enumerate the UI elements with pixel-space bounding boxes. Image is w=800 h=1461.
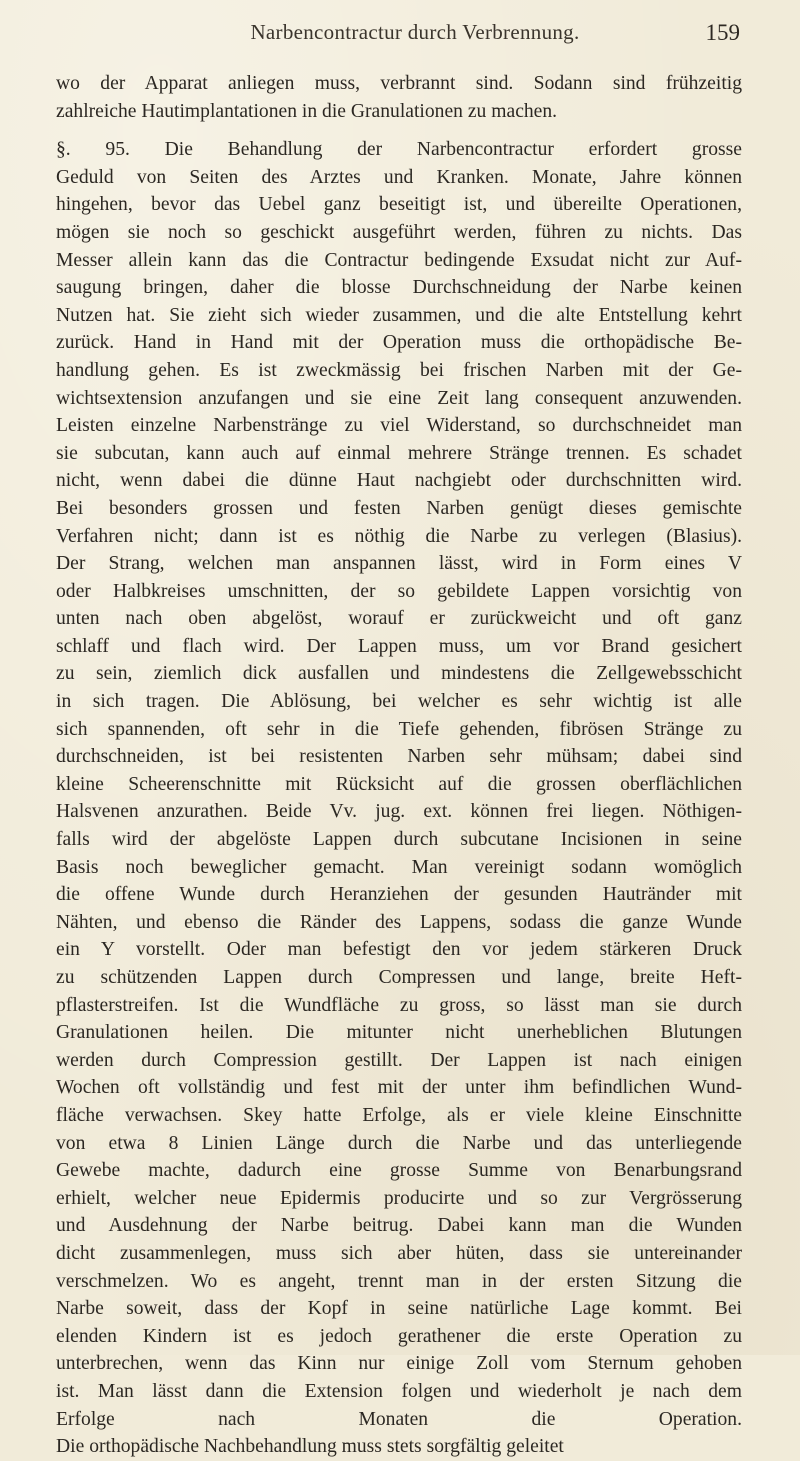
text-line: ein Y vorstellt. Oder man befestigt den vor jedem stärkeren Druck (56, 939, 742, 961)
text-line: durchschneiden, ist bei resistenten Narben sehr mühsam; dabei sind (56, 746, 742, 768)
text-line: von etwa 8 Linien Länge durch die Narbe und das unterliegende (56, 1132, 742, 1154)
body-text (56, 70, 742, 1461)
text-line: hingehen, bevor das Uebel ganz beseitigt ist, und übereilte Operationen, (56, 194, 742, 216)
text-line: zu sein, ziemlich dick ausfallen und mindestens die Zellgewebsschicht (56, 663, 742, 685)
text-line: Verfahren nicht; dann ist es nöthig die Narbe zu verlegen (Blasius). (56, 525, 742, 547)
text-line: Nutzen hat. Sie zieht sich wieder zusammen, und die alte Entstellung kehrt (56, 304, 742, 326)
text-line: elenden Kindern ist es jedoch gerathener die erste Operation zu (56, 1325, 742, 1347)
text-line: sich spannenden, oft sehr in die Tiefe gehenden, fibrösen Stränge zu (56, 718, 742, 740)
text-line: unten nach oben abgelöst, worauf er zurückweicht und oft ganz (56, 608, 742, 630)
text-line: Messer allein kann das die Contractur bedingende Exsudat nicht zur Auf- (56, 249, 742, 271)
text-line: und Ausdehnung der Narbe beitrug. Dabei kann man die Wunden (56, 1215, 742, 1237)
text-line: ist. Man lässt dann die Extension folgen und wiederholt je nach dem (56, 1380, 742, 1402)
text-line: Nähten, und ebenso die Ränder des Lappens, sodass die ganze Wunde (56, 911, 742, 933)
text-line: zurück. Hand in Hand mit der Operation muss die orthopädische Be- (56, 332, 742, 354)
text-line: Der Strang, welchen man anspannen lässt, wird in Form eines V (56, 553, 742, 575)
paragraph-gap (56, 125, 742, 136)
text-line: saugung bringen, daher die blosse Durchschneidung der Narbe keinen (56, 277, 742, 299)
text-line: Bei besonders grossen und festen Narben genügt dieses gemischte (56, 497, 742, 519)
text-line: Gewebe machte, dadurch eine grosse Summe von Benarbungsrand (56, 1160, 742, 1182)
text-line: wichtsextension anzufangen und sie eine Zeit lang consequent anzuwenden. (56, 387, 742, 409)
text-line: Wochen oft vollständig und fest mit der unter ihm befindlichen Wund- (56, 1077, 742, 1099)
text-line: falls wird der abgelöste Lappen durch subcutane Incisionen in seine (56, 829, 742, 851)
text-line: kleine Scheerenschnitte mit Rücksicht auf die grossen oberflächlichen (56, 773, 742, 795)
text-line: dicht zusammenlegen, muss sich aber hüten, dass sie untereinander (56, 1242, 742, 1264)
text-line: Basis noch beweglicher gemacht. Man vereinigt sodann womöglich (56, 856, 742, 878)
text-line: schlaff und flach wird. Der Lappen muss, um vor Brand gesichert (56, 635, 742, 657)
text-line: mögen sie noch so geschickt ausgeführt werden, führen zu nichts. Das (56, 221, 742, 243)
text-line: zahlreiche Hautimplantationen in die Granulationen zu machen. (56, 100, 558, 122)
text-line: in sich tragen. Die Ablösung, bei welcher es sehr wichtig ist alle (56, 691, 742, 713)
text-line: fläche verwachsen. Skey hatte Erfolge, als er viele kleine Einschnitte (56, 1104, 742, 1126)
text-line: Narbe soweit, dass der Kopf in seine natürliche Lage kommt. Bei (56, 1298, 742, 1320)
text-line: Halsvenen anzurathen. Beide Vv. jug. ext. können frei liegen. Nöthigen- (56, 801, 742, 823)
text-line: §. 95. Die Behandlung der Narbencontractur erfordert grosse (56, 139, 742, 161)
text-line: Granulationen heilen. Die mitunter nicht unerheblichen Blutungen (56, 1022, 742, 1044)
text-line: pflasterstreifen. Ist die Wundfläche zu gross, so lässt man sie durch (56, 994, 742, 1016)
text-line: zu schützenden Lappen durch Compressen und lange, breite Heft- (56, 967, 742, 988)
text-line: Geduld von Seiten des Arztes und Kranken. Monate, Jahre können (56, 166, 742, 188)
text-line: nicht, wenn dabei die dünne Haut nachgiebt oder durchschnitten wird. (56, 470, 742, 492)
text-line: unterbrechen, wenn das Kinn nur einige Zoll vom Sternum gehoben (56, 1353, 742, 1375)
text-line: die offene Wunde durch Heranziehen der gesunden Hautränder mit (56, 884, 742, 906)
page-header (90, 20, 740, 52)
page-number: 159 (705, 20, 740, 45)
text-line: erhielt, welcher neue Epidermis producirte und so zur Vergrösserung (56, 1187, 742, 1209)
paragraph (56, 136, 742, 1461)
running-head: Narbencontractur durch Verbrennung. (250, 20, 580, 44)
text-line: werden durch Compression gestillt. Der Lappen ist nach einigen (56, 1049, 742, 1071)
text-line: Erfolge nach Monaten die Operation. (56, 1408, 742, 1430)
text-line: oder Halbkreises umschnitten, der so gebildete Lappen vorsichtig von (56, 580, 742, 602)
paragraph (56, 70, 742, 125)
text-line: Leisten einzelne Narbenstränge zu viel Widerstand, so durchschneidet man (56, 415, 742, 437)
text-line: handlung gehen. Es ist zweckmässig bei frischen Narben mit der Ge- (56, 359, 742, 381)
text-line: Die orthopädische Nachbehandlung muss stets sorgfältig geleitet (56, 1436, 564, 1458)
text-line: verschmelzen. Wo es angeht, trennt man in der ersten Sitzung die (56, 1270, 742, 1292)
text-line: sie subcutan, kann auch auf einmal mehrere Stränge trennen. Es schadet (56, 442, 742, 464)
text-line: wo der Apparat anliegen muss, verbrannt sind. Sodann sind frühzeitig (56, 73, 742, 94)
